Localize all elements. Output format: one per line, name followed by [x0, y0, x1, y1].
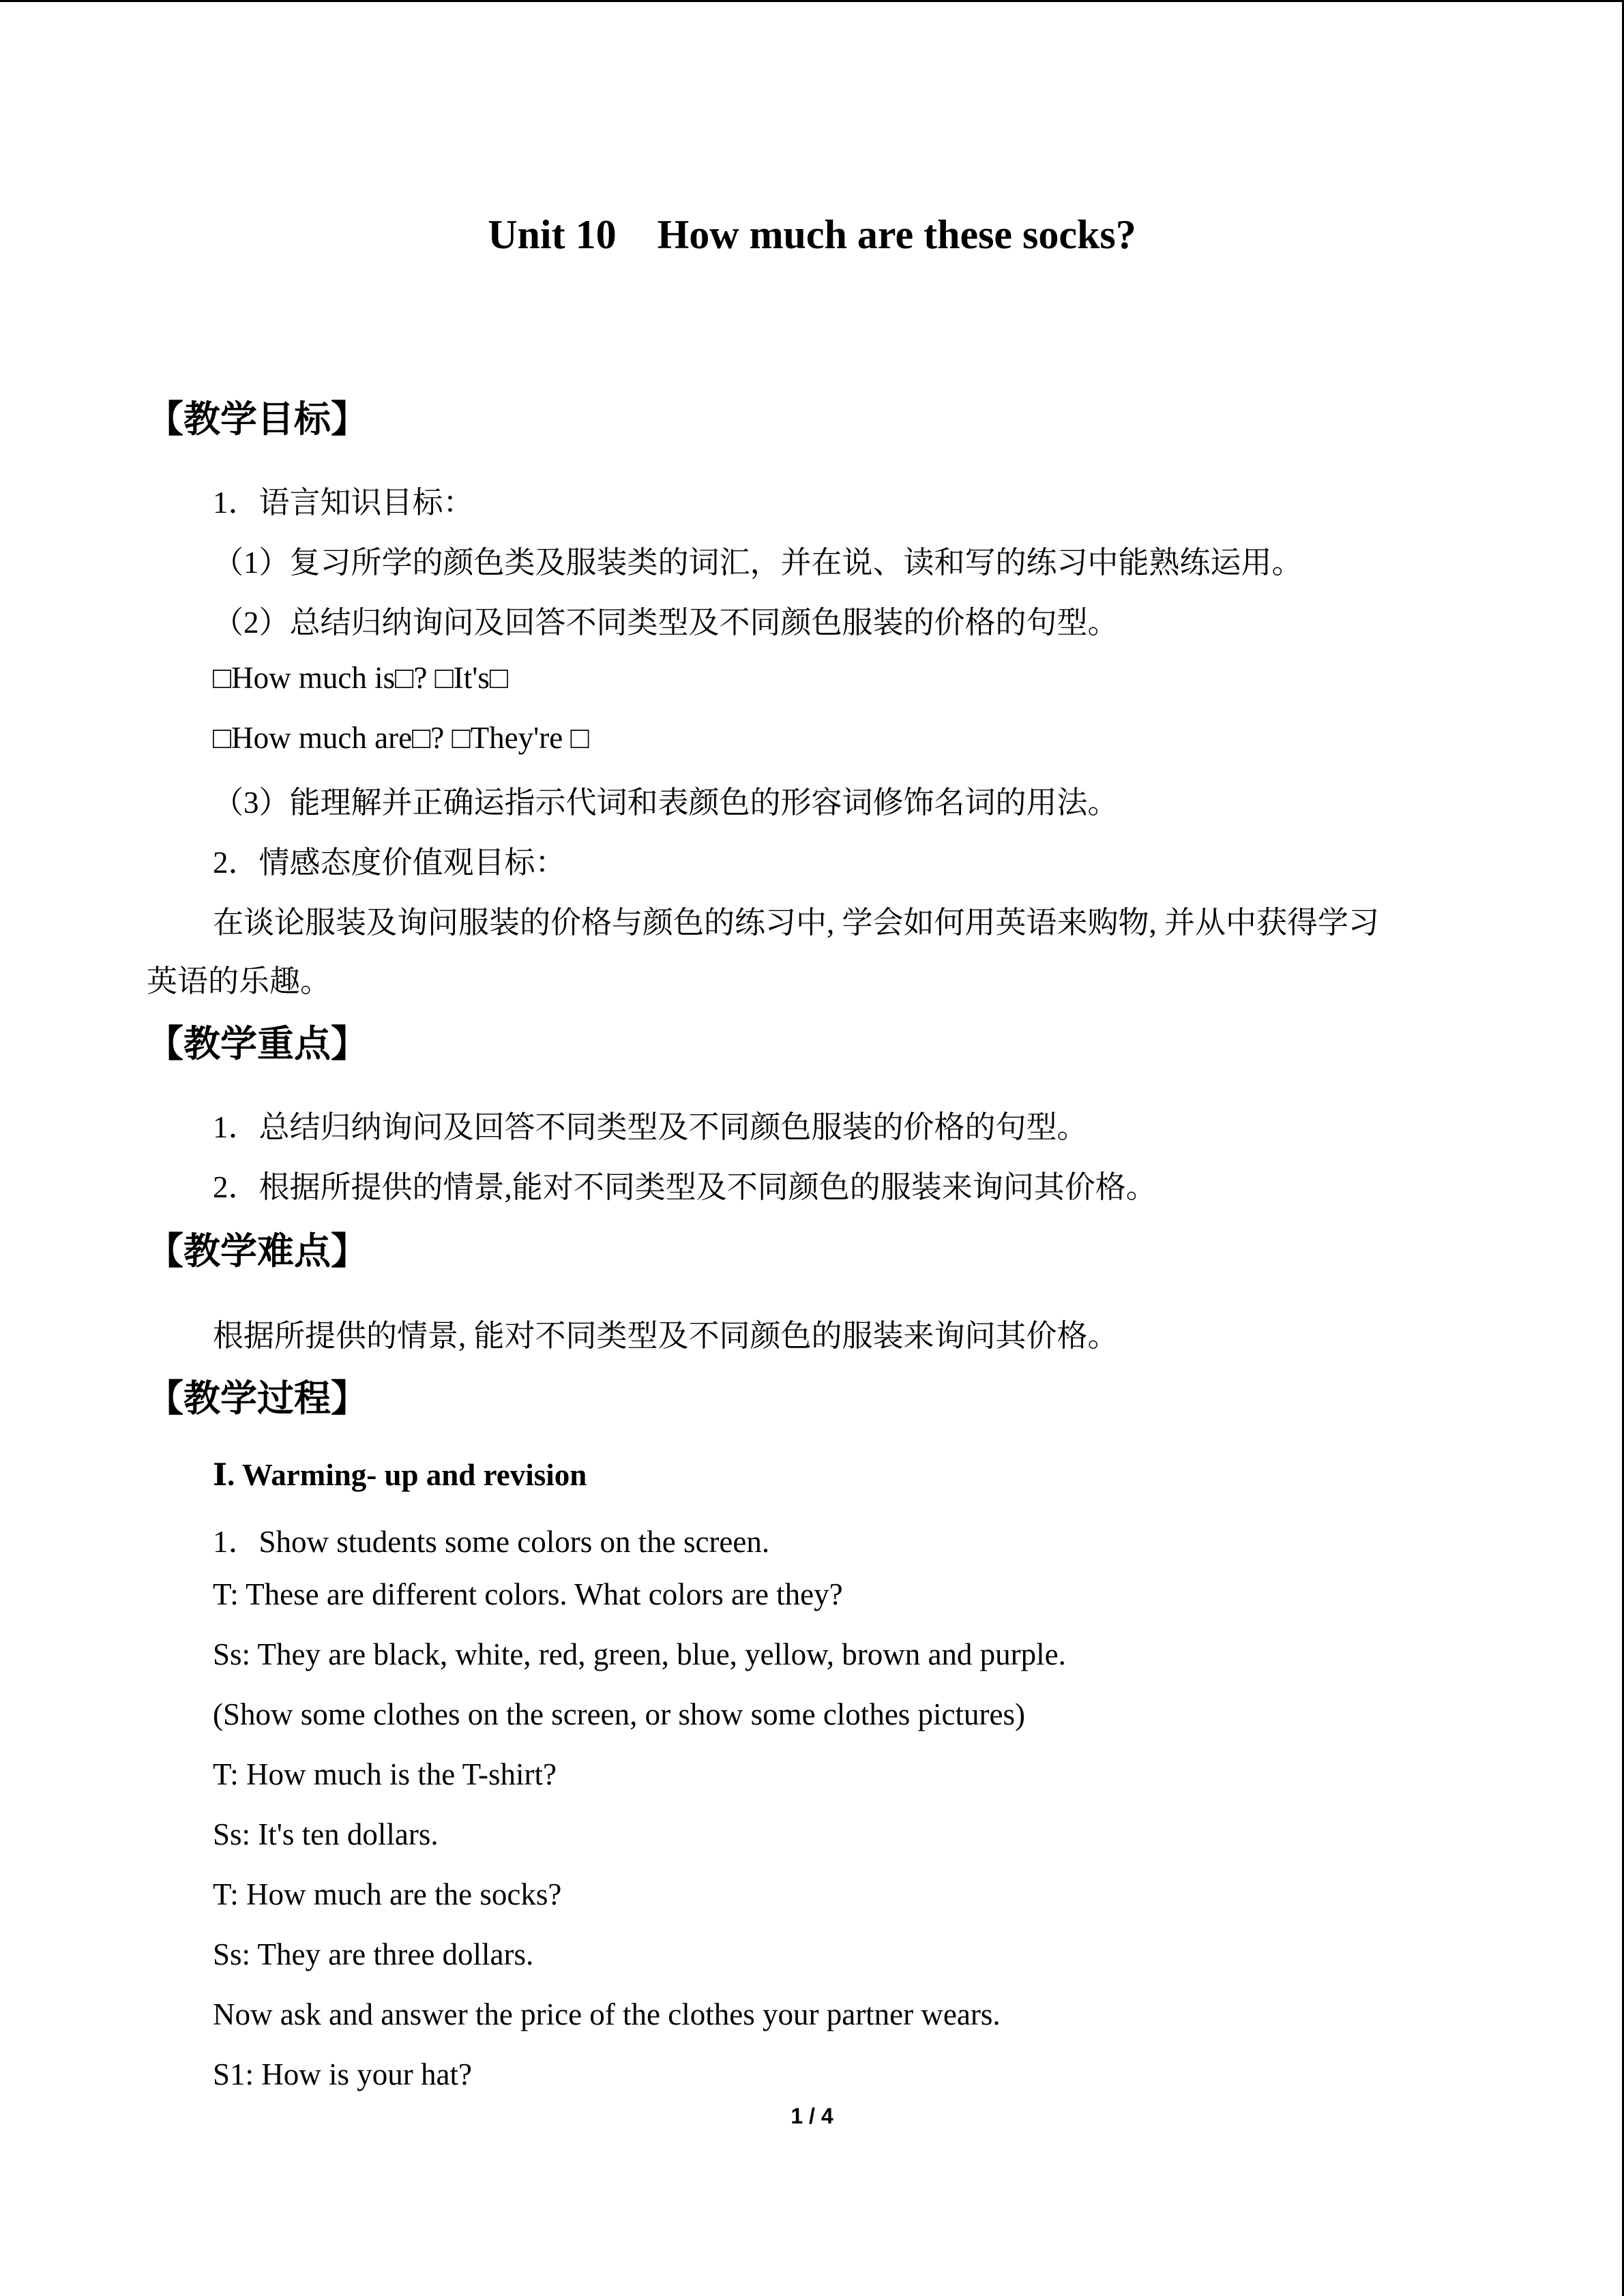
objectives-line: 1．语言知识目标： [213, 486, 474, 520]
process-heading: 【教学过程】 [147, 1377, 368, 1420]
process-line: 1．Show students some colors on the screen. [213, 1525, 770, 1559]
objectives-heading: 【教学目标】 [147, 398, 368, 441]
process-line: S1: How is your hat? [213, 2057, 472, 2091]
objectives-line: 英语的乐趣。 [147, 964, 331, 998]
objectives-line: □How much is□? □It's□ [213, 661, 509, 695]
objectives-line: （1）复习所学的颜色类及服装类的词汇，并在说、读和写的练习中能熟练运用。 [213, 546, 1303, 580]
key-points-line: 2．根据所提供的情景,能对不同类型及不同颜色的服装来询问其价格。 [213, 1170, 1157, 1204]
process-line: Now ask and answer the price of the clothes your partner wears. [213, 1997, 1001, 2031]
process-line: T: How much are the socks? [213, 1877, 562, 1911]
page-border-top [0, 0, 1624, 2]
process-line: Ss: It's ten dollars. [213, 1817, 439, 1851]
process-line: Ss: They are three dollars. [213, 1937, 534, 1971]
process-line: T: How much is the T-shirt? [213, 1757, 557, 1791]
difficulties-heading: 【教学难点】 [147, 1229, 368, 1272]
objectives-line: 在谈论服装及询问服装的价格与颜色的练习中, 学会如何用英语来购物, 并从中获得学习 [213, 906, 1380, 940]
key-points-heading: 【教学重点】 [147, 1022, 368, 1065]
page-number: 1 / 4 [791, 2104, 833, 2128]
process-subheading: Ⅰ. Warming- up and revision [213, 1458, 587, 1492]
page-title: Unit 10 How much are these socks? [488, 212, 1136, 257]
process-line: (Show some clothes on the screen, or show some clothes pictures) [213, 1697, 1025, 1731]
objectives-line: （3）能理解并正确运指示代词和表颜色的形容词修饰名词的用法。 [213, 786, 1119, 820]
difficulties-line: 根据所提供的情景, 能对不同类型及不同颜色的服装来询问其价格。 [213, 1319, 1119, 1353]
objectives-line: 2．情感态度价值观目标： [213, 846, 566, 880]
objectives-line: （2）总结归纳询问及回答不同类型及不同颜色服装的价格的句型。 [213, 606, 1119, 640]
process-line: T: These are different colors. What colors are they? [213, 1577, 843, 1611]
process-line: Ss: They are black, white, red, green, blue, yellow, brown and purple. [213, 1637, 1066, 1671]
objectives-line: □How much are□? □They're □ [213, 721, 589, 755]
key-points-line: 1．总结归纳询问及回答不同类型及不同颜色服装的价格的句型。 [213, 1110, 1088, 1144]
